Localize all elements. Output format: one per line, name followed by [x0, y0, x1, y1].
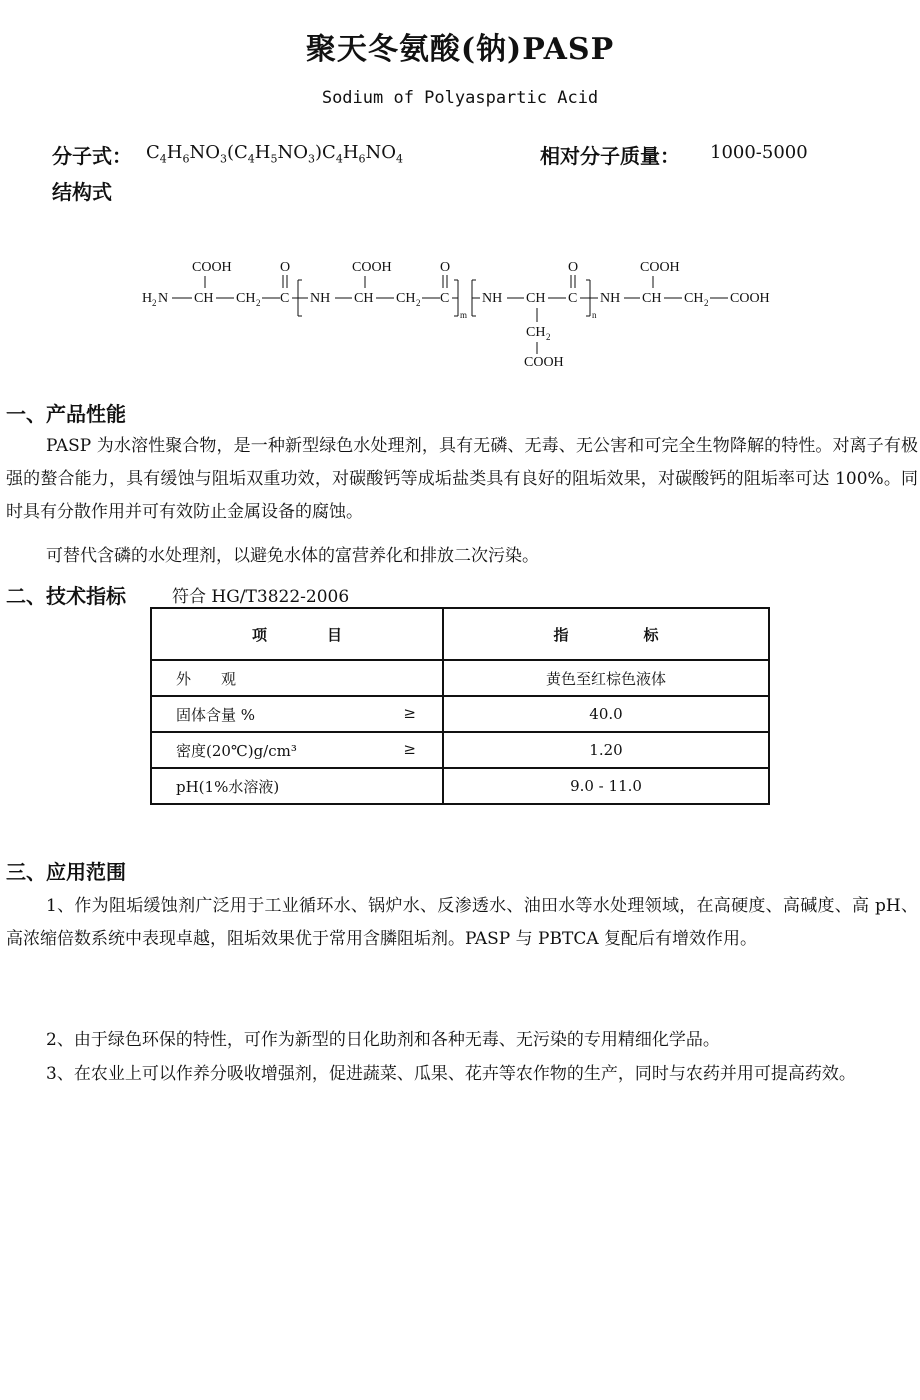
page-subtitle: Sodium of Polyaspartic Acid — [321, 88, 599, 108]
svg-text:CH: CH — [236, 291, 256, 306]
svg-text:CH: CH — [396, 291, 416, 306]
section-heading-applications: 三、应用范围 — [6, 860, 126, 884]
svg-text:NH: NH — [600, 291, 621, 306]
svg-text:2: 2 — [152, 298, 157, 308]
row-value: 黄色至红棕色液体 — [443, 660, 769, 696]
svg-text:CH: CH — [354, 291, 374, 306]
svg-text:COOH: COOH — [730, 291, 770, 306]
header-value: 指 标 — [443, 608, 769, 660]
svg-text:C: C — [280, 291, 290, 306]
svg-text:NH: NH — [482, 291, 503, 306]
row-value: 40.0 — [443, 696, 769, 732]
svg-text:2: 2 — [704, 298, 709, 308]
spec-table — [150, 607, 770, 805]
svg-text:CH: CH — [526, 291, 546, 306]
svg-text:CH: CH — [642, 291, 662, 306]
structural-formula — [130, 248, 790, 373]
page-title: 聚天冬氨酸(钠)PASP — [305, 32, 615, 67]
structure-label: 结构式 — [52, 180, 112, 204]
svg-text:N: N — [158, 291, 169, 306]
svg-text:COOH: COOH — [640, 260, 680, 275]
svg-text:2: 2 — [416, 298, 421, 308]
svg-text:O: O — [568, 260, 579, 275]
application-paragraph-2: 2、由于绿色环保的特性，可作为新型的日化助剂和各种无毒、无污染的专用精细化学品。 — [46, 1030, 720, 1050]
row-value: 9.0 - 11.0 — [443, 768, 769, 804]
svg-text:COOH: COOH — [192, 260, 232, 275]
svg-text:COOH: COOH — [524, 355, 564, 370]
svg-text:NH: NH — [310, 291, 331, 306]
svg-text:CH: CH — [684, 291, 704, 306]
svg-text:O: O — [280, 260, 291, 275]
standard-reference: 符合 HG/T3822-2006 — [172, 587, 350, 607]
section-heading-specs: 二、技术指标 — [6, 584, 126, 608]
svg-text:O: O — [440, 260, 451, 275]
svg-text:C: C — [440, 291, 450, 306]
performance-paragraph-1: PASP 为水溶性聚合物，是一种新型绿色水处理剂，具有无磷、无毒、无公害和可完全生物降解的特性。对离子有极强的螯合能力，具有缓蚀与阻垢双重功效，对碳酸钙等成垢盐类具有良好的阻垢效果，对碳酸钙的阻垢率可达 100%。同时具有分散作用并可有效防止金属设备的腐蚀。 — [6, 436, 918, 522]
application-paragraph-1: 1、作为阻垢缓蚀剂广泛用于工业循环水、锅炉水、反渗透水、油田水等水处理领域，在高硬度、高碱度、高 pH、高浓缩倍数系统中表现卓越，阻垢效果优于常用含膦阻垢剂。PASP 与 PBTCA 复配后有增效作用。 — [6, 896, 918, 949]
table-header-row — [151, 608, 769, 660]
table-row — [151, 696, 769, 732]
svg-text:m: m — [460, 310, 468, 320]
table-row — [151, 732, 769, 768]
svg-text:COOH: COOH — [352, 260, 392, 275]
svg-text:2: 2 — [546, 332, 551, 342]
row-value: 1.20 — [443, 732, 769, 768]
molecular-formula: $C_4H_6NO_3(C_4H_5NO_3)C_4H_6NO_4$ — [146, 142, 404, 166]
row-item: 外 观 — [151, 660, 443, 696]
performance-paragraph-2: 可替代含磷的水处理剂，以避免水体的富营养化和排放二次污染。 — [46, 546, 539, 566]
svg-text:H: H — [142, 291, 153, 306]
section-heading-performance: 一、产品性能 — [6, 402, 126, 426]
svg-text:2: 2 — [256, 298, 261, 308]
table-row — [151, 768, 769, 804]
formula-label: 分子式： — [52, 144, 132, 168]
row-item: pH(1%水溶液) — [151, 768, 443, 804]
svg-text:n: n — [592, 310, 597, 320]
svg-text:C: C — [568, 291, 578, 306]
row-item: 固体含量 % ≥ — [151, 696, 443, 732]
application-paragraph-3: 3、在农业上可以作养分吸收增强剂，促进蔬菜、瓜果、花卉等农作物的生产，同时与农药并用可提高药效。 — [46, 1064, 856, 1084]
molecular-weight-value: 1000-5000 — [710, 142, 808, 163]
table-row — [151, 660, 769, 696]
header-item: 项 目 — [151, 608, 443, 660]
svg-text:CH: CH — [194, 291, 214, 306]
svg-text:CH: CH — [526, 325, 546, 340]
molecular-weight-label: 相对分子质量： — [540, 144, 680, 168]
row-item: 密度(20℃)g/cm³ ≥ — [151, 732, 443, 768]
